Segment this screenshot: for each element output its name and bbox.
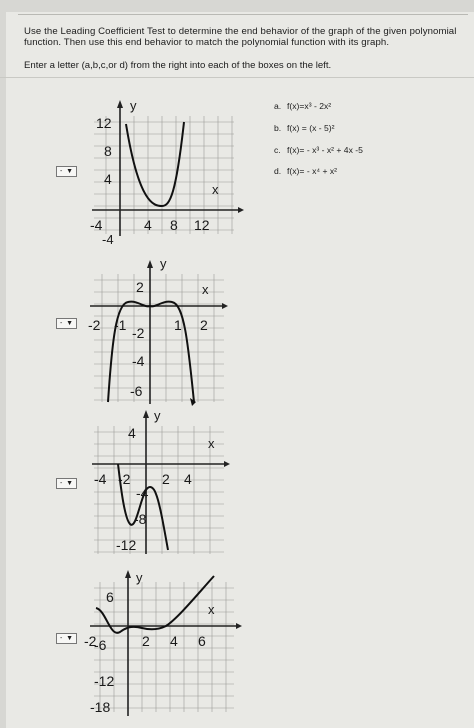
instructions bbox=[24, 26, 469, 48]
top-divider bbox=[18, 14, 468, 15]
y-tick-label: -2 bbox=[132, 325, 145, 341]
y-axis-label: y bbox=[136, 570, 143, 585]
x-axis-label: x bbox=[202, 282, 209, 297]
y-tick-label: 2 bbox=[136, 279, 144, 295]
x-tick-label: 4 bbox=[170, 633, 178, 649]
instruction-line-2: function. Then use this end behavior to match the polynomial function with its graph. bbox=[24, 37, 390, 48]
x-axis-label: x bbox=[212, 182, 219, 197]
option-text: f(x) = (x - 5)² bbox=[287, 123, 335, 133]
y-tick-label: -12 bbox=[94, 673, 115, 689]
x-tick-label: -2 bbox=[88, 317, 101, 333]
x-tick-label: -2 bbox=[118, 471, 131, 487]
y-tick-label: 8 bbox=[104, 143, 112, 159]
option-letter: a. bbox=[274, 101, 282, 111]
answer-dropdown-2[interactable] bbox=[56, 318, 77, 329]
x-tick-label: -4 bbox=[94, 471, 107, 487]
y-tick-label: -4 bbox=[102, 232, 114, 247]
x-tick-label: 4 bbox=[184, 471, 192, 487]
x-tick-label: 12 bbox=[194, 217, 210, 233]
graph-3 bbox=[84, 408, 234, 563]
graph-4 bbox=[84, 566, 244, 723]
x-tick-label: -1 bbox=[114, 317, 127, 333]
y-tick-label: -18 bbox=[90, 699, 111, 715]
chevron-down-icon: ▼ bbox=[66, 635, 73, 642]
graph-1 bbox=[84, 94, 244, 249]
y-tick-label: -8 bbox=[134, 511, 147, 527]
x-tick-label: -2 bbox=[84, 633, 97, 649]
y-tick-label: -12 bbox=[116, 537, 137, 553]
option-letter: c. bbox=[274, 145, 281, 155]
answer-dropdown-1[interactable] bbox=[56, 166, 77, 177]
x-tick-label: 2 bbox=[142, 633, 150, 649]
y-axis-label: y bbox=[130, 98, 137, 113]
chevron-down-icon: ▼ bbox=[66, 168, 73, 175]
y-tick-label: 4 bbox=[128, 425, 136, 441]
y-tick-label: -4 bbox=[132, 353, 145, 369]
answer-dropdown-4[interactable] bbox=[56, 633, 77, 644]
option-a bbox=[274, 101, 331, 111]
y-axis-label: y bbox=[160, 256, 167, 271]
y-tick-label: 4 bbox=[104, 171, 112, 187]
graph-2 bbox=[84, 252, 234, 415]
curve bbox=[126, 122, 184, 206]
x-tick-label: 4 bbox=[144, 217, 152, 233]
x-tick-label: 2 bbox=[162, 471, 170, 487]
y-tick-label: 6 bbox=[106, 589, 114, 605]
option-letter: b. bbox=[274, 123, 282, 133]
x-axis-label: x bbox=[208, 436, 215, 451]
option-text: f(x)= - x⁴ + x² bbox=[287, 166, 338, 176]
dropdown-value: - bbox=[60, 480, 63, 487]
x-tick-label: 6 bbox=[198, 633, 206, 649]
y-tick-label: 12 bbox=[96, 115, 112, 131]
option-b bbox=[274, 123, 335, 133]
instruction-line-1: Use the Leading Coefficient Test to determine the end behavior of the graph of the given polynomial bbox=[24, 26, 457, 37]
option-d bbox=[274, 166, 337, 176]
dropdown-value: - bbox=[60, 168, 63, 175]
enter-instruction: Enter a letter (a,b,c,or d) from the right into each of the boxes on the left. bbox=[24, 60, 332, 71]
y-axis-label: y bbox=[154, 408, 161, 423]
x-axis-label: x bbox=[208, 602, 215, 617]
x-tick-label: 1 bbox=[174, 317, 182, 333]
dropdown-value: - bbox=[60, 320, 63, 327]
option-c bbox=[274, 145, 363, 155]
y-tick-label: -6 bbox=[94, 637, 107, 653]
y-tick-label: -6 bbox=[130, 383, 143, 399]
x-tick-label: 8 bbox=[170, 217, 178, 233]
y-tick-label: -4 bbox=[136, 485, 149, 501]
chevron-down-icon: ▼ bbox=[66, 320, 73, 327]
chevron-down-icon: ▼ bbox=[66, 480, 73, 487]
option-letter: d. bbox=[274, 166, 282, 176]
section-divider bbox=[0, 77, 474, 78]
answer-dropdown-3[interactable] bbox=[56, 478, 77, 489]
x-tick-label: -4 bbox=[90, 217, 103, 233]
x-tick-label: 2 bbox=[200, 317, 208, 333]
dropdown-value: - bbox=[60, 635, 63, 642]
option-text: f(x)=x³ - 2x² bbox=[287, 101, 332, 111]
option-text: f(x)= - x³ - x² + 4x -5 bbox=[287, 145, 363, 155]
